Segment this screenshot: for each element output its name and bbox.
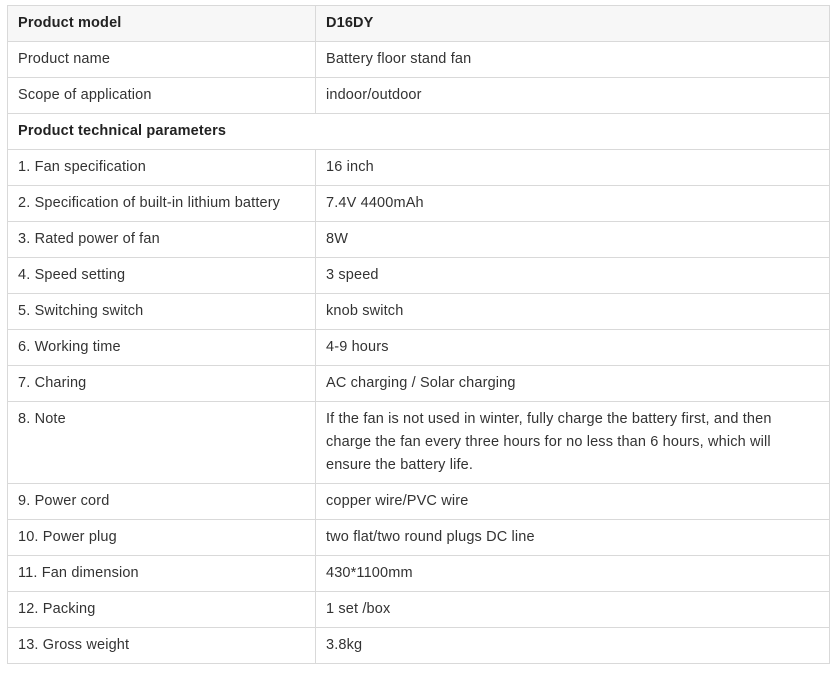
- row-value: 7.4V 4400mAh: [316, 186, 830, 222]
- row-label: Scope of application: [8, 78, 316, 114]
- row-value: Battery floor stand fan: [316, 42, 830, 78]
- table-row: [8, 592, 830, 628]
- table-header-row: [8, 6, 830, 42]
- table-row: [8, 366, 830, 402]
- row-value: AC charging / Solar charging: [316, 366, 830, 402]
- row-value: 8W: [316, 222, 830, 258]
- row-value: knob switch: [316, 294, 830, 330]
- product-spec-table: [7, 5, 830, 664]
- row-label: 8. Note: [8, 402, 316, 484]
- row-label: 5. Switching switch: [8, 294, 316, 330]
- section-header-row: [8, 114, 830, 150]
- table-row: [8, 484, 830, 520]
- row-value: 4-9 hours: [316, 330, 830, 366]
- table-row: [8, 294, 830, 330]
- row-label: 4. Speed setting: [8, 258, 316, 294]
- row-label: 3. Rated power of fan: [8, 222, 316, 258]
- header-label-cell: Product model: [8, 6, 316, 42]
- row-value: copper wire/PVC wire: [316, 484, 830, 520]
- row-value: 1 set /box: [316, 592, 830, 628]
- table-row: [8, 330, 830, 366]
- row-label: 13. Gross weight: [8, 628, 316, 664]
- row-value: indoor/outdoor: [316, 78, 830, 114]
- table-row: [8, 402, 830, 484]
- row-label: 9. Power cord: [8, 484, 316, 520]
- table-row: [8, 520, 830, 556]
- row-value: 3.8kg: [316, 628, 830, 664]
- table-row: [8, 150, 830, 186]
- table-row: [8, 258, 830, 294]
- row-value: two flat/two round plugs DC line: [316, 520, 830, 556]
- section-title: Product technical parameters: [8, 114, 830, 150]
- table-row: [8, 42, 830, 78]
- row-label: Product name: [8, 42, 316, 78]
- table-row: [8, 222, 830, 258]
- table-row: [8, 186, 830, 222]
- row-label: 1. Fan specification: [8, 150, 316, 186]
- row-label: 2. Specification of built-in lithium battery: [8, 186, 316, 222]
- table-row: [8, 78, 830, 114]
- table-row: [8, 556, 830, 592]
- row-value: 3 speed: [316, 258, 830, 294]
- row-value: 16 inch: [316, 150, 830, 186]
- row-label: 10. Power plug: [8, 520, 316, 556]
- row-label: 11. Fan dimension: [8, 556, 316, 592]
- header-value-cell: D16DY: [316, 6, 830, 42]
- row-label: 7. Charing: [8, 366, 316, 402]
- row-value: If the fan is not used in winter, fully charge the battery first, and then charge the fan every three hours for no less than 6 hours, which will ensure the battery life.: [316, 402, 830, 484]
- row-value: 430*1100mm: [316, 556, 830, 592]
- table-row: [8, 628, 830, 664]
- row-label: 12. Packing: [8, 592, 316, 628]
- row-label: 6. Working time: [8, 330, 316, 366]
